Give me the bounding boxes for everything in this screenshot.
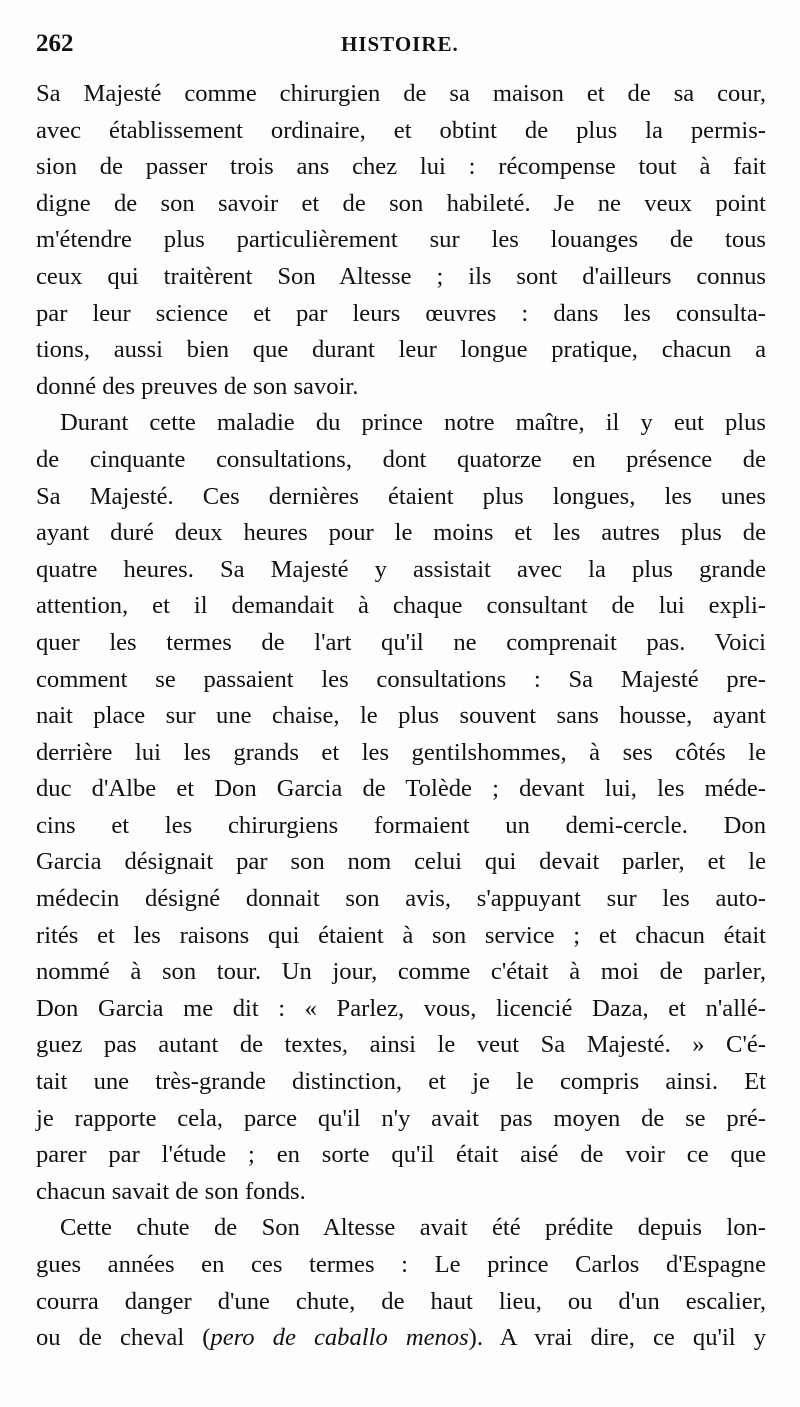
text-line: Cette chute de Son Altesse avait été prédite depuis lon- <box>60 1214 766 1242</box>
text-line: Garcia désignait par son nom celui qui devait parler, et le <box>36 848 766 876</box>
text-line: gues années en ces termes : Le prince Carlos d'Espagne <box>36 1251 766 1278</box>
text-line: nait place sur une chaise, le plus souvent sans housse, ayant <box>36 702 766 730</box>
text-line: de cinquante consultations, dont quatorze en présence de <box>36 445 766 473</box>
text-line: cins et les chirurgiens formaient un demi-cercle. Don <box>36 811 766 839</box>
text-line: chacun savait de son fonds. <box>36 1177 306 1205</box>
text-line: quatre heures. Sa Majesté y assistait avec la plus grande <box>36 555 766 583</box>
text-line: nommé à son tour. Un jour, comme c'était à moi de parler, <box>36 958 766 986</box>
text-line: duc d'Albe et Don Garcia de Tolède ; devant lui, les méde- <box>36 775 766 803</box>
text-line: attention, et il demandait à chaque consultant de lui expli- <box>36 592 766 620</box>
text-line: m'étendre plus particulièrement sur les louanges de tous <box>36 226 766 254</box>
text-line: courra danger d'une chute, de haut lieu, ou d'un escalier, <box>36 1287 766 1315</box>
paragraph-2 <box>36 405 766 1210</box>
text-line: sion de passer trois ans chez lui : récompense tout à fait <box>36 153 766 181</box>
text-line: rités et les raisons qui étaient à son service ; et chacun était <box>36 921 766 949</box>
text-line: médecin désigné donnait son avis, s'appuyant sur les auto- <box>36 885 766 913</box>
text-line <box>36 1320 766 1357</box>
text-line: Durant cette maladie du prince notre maître, il y eut plus <box>60 409 766 437</box>
text-line: par leur science et par leurs œuvres : dans les consulta- <box>36 299 766 327</box>
text-line: Sa Majesté comme chirurgien de sa maison et de sa cour, <box>36 80 766 107</box>
text-fragment: ou de cheval ( <box>36 1324 211 1352</box>
running-title: HISTOIRE. <box>341 32 459 56</box>
body-text <box>36 76 766 1357</box>
text-line: digne de son savoir et de son habileté. Je ne veux point <box>36 189 766 217</box>
paragraph-3 <box>36 1210 766 1356</box>
text-line: derrière lui les grands et les gentilshommes, à ses côtés le <box>36 738 766 766</box>
text-line: tait une très-grande distinction, et je le compris ainsi. Et <box>36 1068 766 1096</box>
paragraph-1 <box>36 76 766 405</box>
text-line: Don Garcia me dit : « Parlez, vous, licencié Daza, et n'allé- <box>36 994 766 1022</box>
text-line: ayant duré deux heures pour le moins et les autres plus de <box>36 519 766 547</box>
running-head <box>36 30 760 70</box>
page-number: 262 <box>36 30 74 57</box>
text-line: Sa Majesté. Ces dernières étaient plus longues, les unes <box>36 482 766 510</box>
text-line: quer les termes de l'art qu'il ne comprenait pas. Voici <box>36 628 766 656</box>
text-line: parer par l'étude ; en sorte qu'il était aisé de voir ce que <box>36 1141 766 1169</box>
text-line: comment se passaient les consultations : Sa Majesté pre- <box>36 665 766 693</box>
text-line: donné des preuves de son savoir. <box>36 372 359 400</box>
text-line: avec établissement ordinaire, et obtint de plus la permis- <box>36 116 766 144</box>
text-line: je rapporte cela, parce qu'il n'y avait pas moyen de se pré- <box>36 1104 766 1132</box>
text-line: ceux qui traitèrent Son Altesse ; ils sont d'ailleurs connus <box>36 262 766 290</box>
text-fragment: ). A vrai dire, ce qu'il y <box>468 1324 766 1352</box>
text-line: tions, aussi bien que durant leur longue pratique, chacun a <box>36 336 766 364</box>
italic-phrase: pero de caballo menos <box>210 1324 469 1352</box>
text-line: guez pas autant de textes, ainsi le veut Sa Majesté. » C'é- <box>36 1031 766 1059</box>
